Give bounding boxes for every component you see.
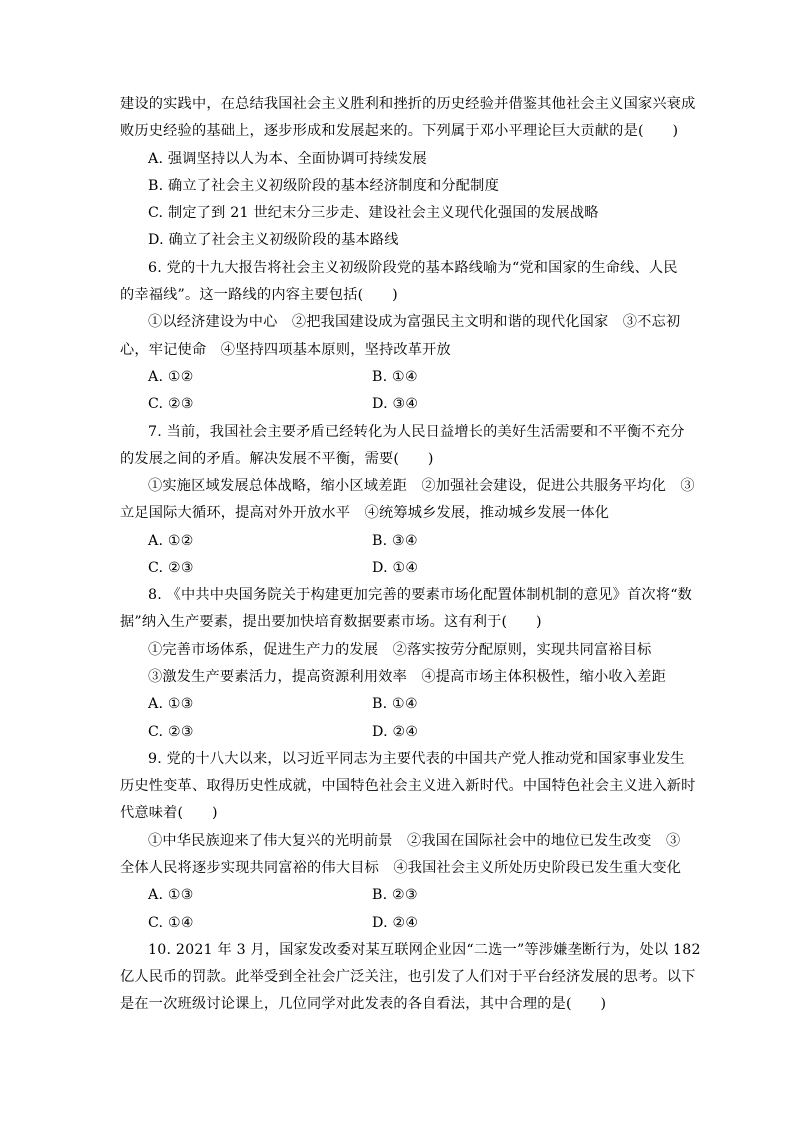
q8-option-d: D. ②④	[372, 724, 419, 740]
q6-stem-line: 的幸福线”。这一路线的内容主要包括( )	[120, 287, 398, 303]
q9-stem-line: 历史性变革、取得历史性成就，中国特色社会主义进入新时代。中国特色社会主义进入新时	[120, 778, 696, 794]
q8-item-line: ③激发生产要素活力，提高资源利用效率 ④提高市场主体积极性，缩小收入差距	[148, 669, 666, 685]
q9-item-line: 全体人民将逐步实现共同富裕的伟大目标 ④我国社会主义所处历史阶段已发生重大变化	[120, 860, 682, 876]
q9-item-line: ①中华民族迎来了伟大复兴的光明前景 ②我国在国际社会中的地位已发生改变 ③	[148, 833, 681, 849]
q10-stem-line: 10. 2021 年 3 月，国家发改委对某互联网企业因“二选一”等涉嫌垄断行为，处以 182	[148, 942, 701, 958]
q10-stem-line: 是在一次班级讨论课上，几位同学对此发表的各自看法，其中合理的是( )	[120, 996, 607, 1012]
q9-stem-line: 9. 党的十八大以来，以习近平同志为主要代表的中国共产党人推动党和国家事业发生	[148, 751, 685, 767]
q7-option-c: C. ②③	[148, 560, 194, 576]
q6-item-line: ①以经济建设为中心 ②把我国建设成为富强民主文明和谐的现代化国家 ③不忘初	[148, 314, 681, 330]
q8-item-line: ①完善市场体系，促进生产力的发展 ②落实按劳分配原则，实现共同富裕目标	[148, 642, 652, 658]
q6-option-b: B. ①④	[372, 369, 418, 385]
q8-stem-line: 据”纳入生产要素，提出要加快培育数据要素市场。这有利于( )	[120, 614, 542, 630]
q6-item-line: 心，牢记使命 ④坚持四项基本原则，坚持改革开放	[120, 342, 451, 358]
q8-option-c: C. ②③	[148, 724, 194, 740]
q9-option-b: B. ②③	[372, 887, 418, 903]
q7-option-d: D. ①④	[372, 560, 419, 576]
q5-option-c: C. 制定了到 21 世纪末分三步走、建设社会主义现代化强国的发展战略	[148, 205, 599, 221]
q5-stem-line: 建设的实践中，在总结我国社会主义胜利和挫折的历史经验并借鉴其他社会主义国家兴衰成	[120, 96, 696, 112]
q6-option-d: D. ③④	[372, 396, 419, 412]
q7-stem-line: 7. 当前，我国社会主要矛盾已经转化为人民日益增长的美好生活需要和不平衡不充分	[148, 424, 685, 440]
q7-option-b: B. ③④	[372, 533, 418, 549]
q9-stem-line: 代意味着( )	[120, 805, 218, 821]
q6-option-a: A. ①②	[148, 369, 194, 385]
q5-option-d: D. 确立了社会主义初级阶段的基本路线	[148, 232, 399, 248]
q7-stem-line: 的发展之间的矛盾。解决发展不平衡，需要( )	[120, 451, 434, 467]
q8-option-b: B. ①④	[372, 696, 418, 712]
q7-option-a: A. ①②	[148, 533, 194, 549]
q5-option-b: B. 确立了社会主义初级阶段的基本经济制度和分配制度	[148, 178, 499, 194]
q10-stem-line: 亿人民币的罚款。此举受到全社会广泛关注，也引发了人们对于平台经济发展的思考。以下	[120, 969, 696, 985]
q6-stem-line: 6. 党的十九大报告将社会主义初级阶段党的基本路线喻为“党和国家的生命线、人民	[148, 260, 678, 276]
q8-stem-line: 8. 《中共中央国务院关于构建更加完善的要素市场化配置体制机制的意见》首次将“数	[148, 587, 693, 603]
q6-option-c: C. ②③	[148, 396, 194, 412]
q7-item-line: 立足国际大循环，提高对外开放水平 ④统筹城乡发展，推动城乡发展一体化	[120, 505, 610, 521]
q8-option-a: A. ①③	[148, 696, 194, 712]
q7-item-line: ①实施区域发展总体战略，缩小区域差距 ②加强社会建设，促进公共服务平均化 ③	[148, 478, 695, 494]
q5-option-a: A. 强调坚持以人为本、全面协调可持续发展	[148, 151, 427, 167]
q5-stem-line: 败历史经验的基础上，逐步形成和发展起来的。下列属于邓小平理论巨大贡献的是( )	[120, 123, 679, 139]
q9-option-d: D. ②④	[372, 915, 419, 931]
q9-option-a: A. ①③	[148, 887, 194, 903]
q9-option-c: C. ①④	[148, 915, 194, 931]
